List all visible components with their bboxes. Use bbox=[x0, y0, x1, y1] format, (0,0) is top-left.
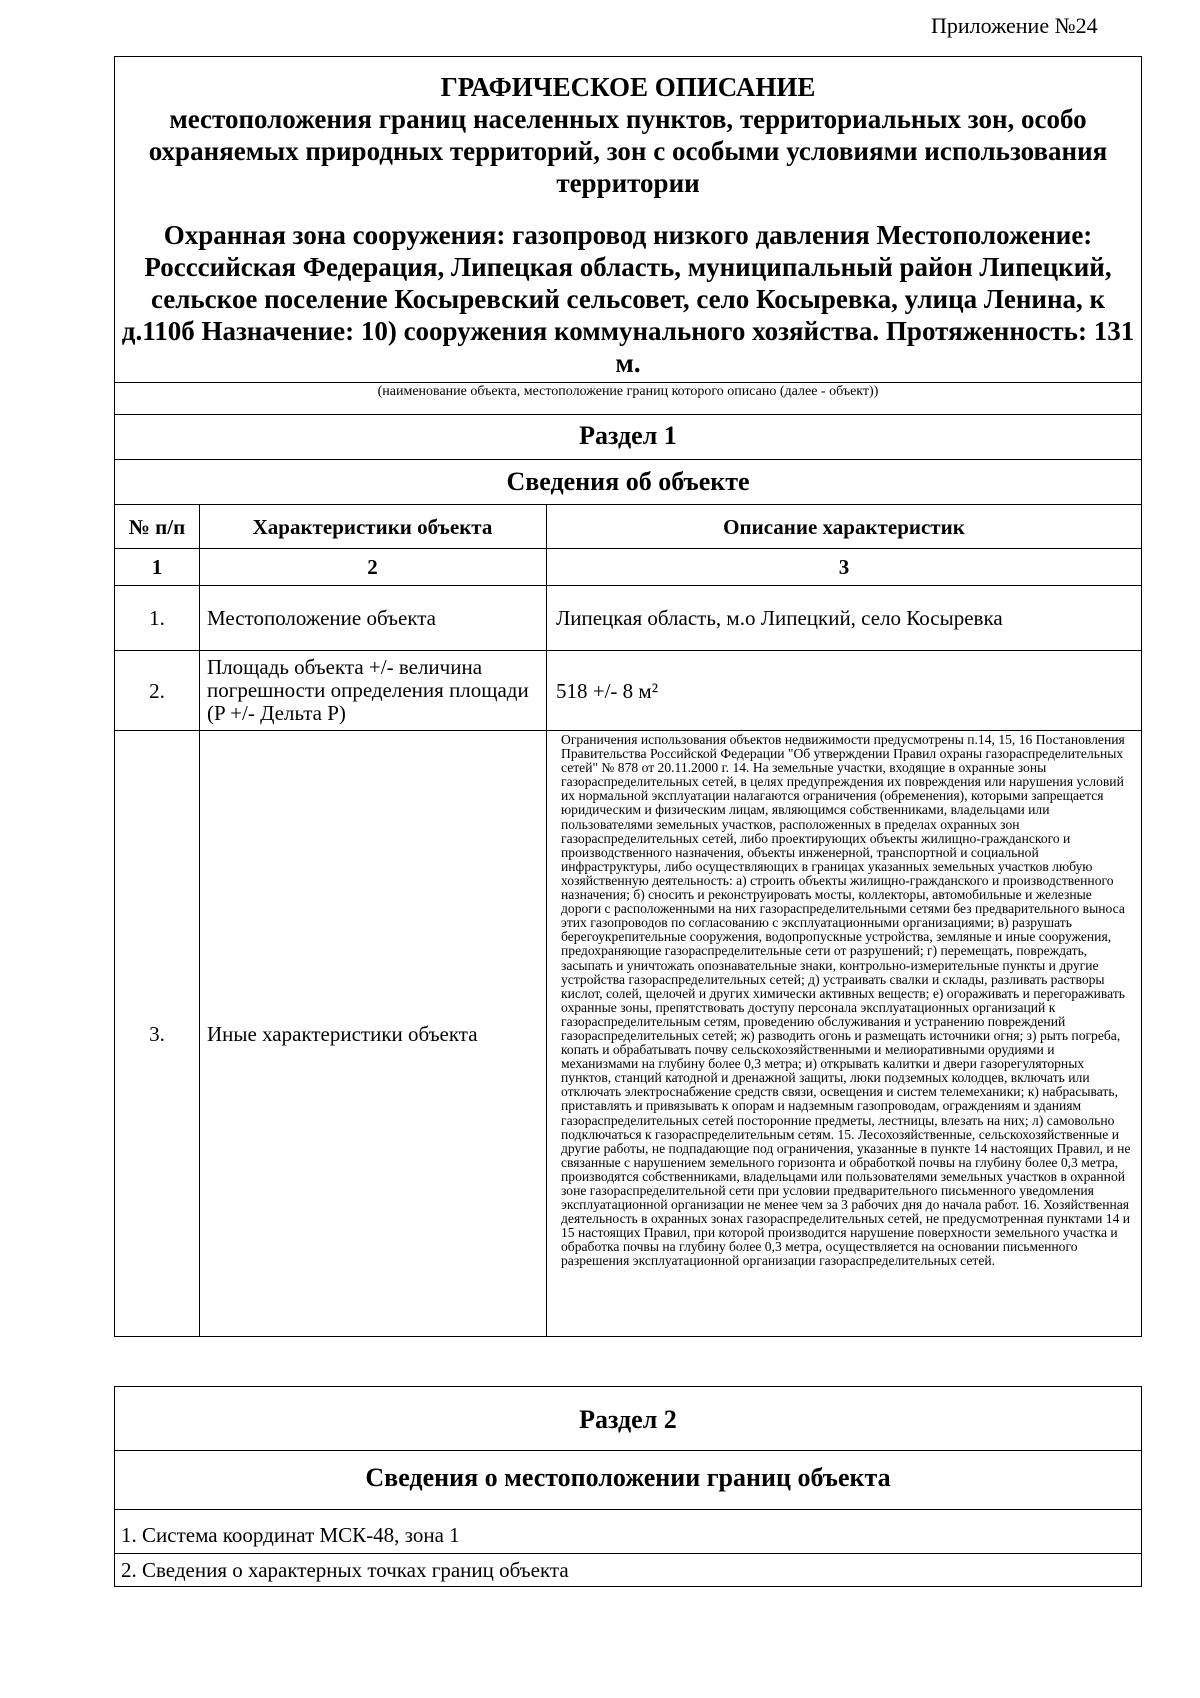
column-number: 2 bbox=[367, 555, 378, 579]
column-header-description: Описание характеристик bbox=[723, 514, 965, 539]
divider bbox=[115, 414, 1141, 415]
section2-title: Раздел 2 bbox=[579, 1405, 677, 1434]
row-value: Липецкая область, м.о Липецкий, село Косыревка bbox=[556, 606, 1003, 630]
divider bbox=[115, 1553, 1141, 1554]
object-name: Охранная зона сооружения: газопровод низкого давления Местоположение: Росссийская Федерация, Липецкая область, муниципальный район Липецкий, сельское поселение Косыревский сельсовет, село Косыревка, улица Ленина, к д.110б Назначение: 10) сооружения коммунального хозяйства. Протяженность: 131 м. bbox=[121, 220, 1135, 378]
column-number: 1 bbox=[151, 555, 163, 579]
row-characteristic: Площадь объекта +/- величина погрешности определения площади (P +/- Дельта P) bbox=[207, 655, 529, 725]
section2-frame bbox=[114, 1386, 1142, 1587]
coordinate-system: 1. Система координат МСК-48, зона 1 bbox=[121, 1523, 460, 1547]
column-header-characteristic: Характеристики объекта bbox=[252, 514, 493, 539]
row-characteristic: Иные характеристики объекта bbox=[207, 1022, 478, 1046]
boundary-points-info: 2. Сведения о характерных точках границ объекта bbox=[121, 1558, 569, 1582]
row-number: 3. bbox=[149, 1022, 165, 1046]
object-caption: (наименование объекта, местоположение границ которого описано (далее - объект)) bbox=[377, 384, 879, 399]
section1-frame bbox=[114, 56, 1142, 1337]
section1-subtitle: Сведения об объекте bbox=[506, 467, 750, 496]
row-value-restrictions: Ограничения использования объектов недвижимости предусмотрены п.14, 15, 16 Постановления Правительства Российской Федерации "Об утверждении Правил охраны газораспределительных сетей" № 878 от 20.11.2000 г. 14. На земельные участки, входящие в охранные зоны газораспределительных сетей, в целях предупреждения их повреждения или нарушения условий их нормальной эксплуатации налагаются ограничения (обременения), которыми запрещается юридическим и физическим лицам, являющимся собственниками, владельцами или пользователями земельных участков, расположенных в пределах охранных зон газораспределительных сетей, либо проектирующих объекты жилищно-гражданского и производственного назначения, объекты инженерной, транспортной и социальной инфраструктуры, либо осуществляющих в границах указанных земельных участков любую хозяйственную деятельность: а) строить объекты жилищно-гражданского и производственного назначения; б) сносить и реконструировать мосты, коллекторы, автомобильные и железные дороги с расположенными на них газораспределительными сетями без предварительного выноса этих газопроводов по согласованию с эксплуатационными организациями; в) разрушать берегоукрепительные сооружения, водопропускные устройства, земляные и иные сооружения, предохраняющие газораспределительные сети от разрушений; г) перемещать, повреждать, засыпать и уничтожать опознавательные знаки, контрольно-измерительные пункты и другие устройства газораспределительных сетей; д) устраивать свалки и склады, разливать растворы кислот, солей, щелочей и других химически активных веществ; е) огораживать и перегораживать охранные зоны, препятствовать доступу персонала эксплуатационных организаций к газораспределительным сетям, проведению обслуживания и устранению повреждений газораспределительных сетей; ж) разводить огонь и размещать источники огня; з) рыть погреба, копать и обрабатывать почву сельскохозяйственными и мелиоративными орудиями и механизмами на глубину более 0,3 метра; и) открывать калитки и двери газорегуляторных пунктов, станций катодной и дренажной защиты, люки подземных колодцев, включать или отключать электроснабжение средств связи, освещения и систем телемеханики; к) набрасывать, приставлять и привязывать к опорам и надземным газопроводам, ограждениям и зданиям газораспределительных сетей посторонние предметы, лестницы, влезать на них; л) самовольно подключаться к газораспределительным сетям. 15. Лесохозяйственные, сельскохозяйственные и другие работы, не подпадающие под ограничения, указанные в пункте 14 настоящих Правил, и не связанные с нарушением земельного горизонта и обработкой почвы на глубину более 0,3 метра, производятся собственниками, владельцами или пользователями земельных участков в охранной зоне газораспределительной сети при условии предварительного письменного уведомления эксплуатационной организации не менее чем за 3 рабочих дня до начала работ. 16. Хозяйственная деятельность в охранных зонах газораспределительных сетей, не предусмотренная пунктами 14 и 15 настоящих Правил, при которой производится нарушение поверхности земельного участка и обработка почвы на глубину более 0,3 метра, осуществляется на основании письменного разрешения эксплуатационной организации газораспределительных сетей. bbox=[561, 732, 1131, 1269]
row-value: 518 +/- 8 м² bbox=[556, 678, 659, 703]
section1-title: Раздел 1 bbox=[579, 421, 677, 450]
appendix-label: Приложение №24 bbox=[931, 13, 1098, 38]
row-number: 1. bbox=[149, 606, 165, 630]
row-number: 2. bbox=[149, 678, 165, 703]
row-characteristic: Местоположение объекта bbox=[207, 606, 437, 630]
document-title: ГРАФИЧЕСКОЕ ОПИСАНИЕ bbox=[440, 72, 816, 102]
divider bbox=[115, 459, 1141, 460]
column-number: 3 bbox=[838, 555, 850, 579]
column-header-num: № п/п bbox=[128, 514, 186, 539]
section2-subtitle: Сведения о местоположении границ объекта bbox=[365, 1463, 891, 1492]
divider bbox=[115, 1450, 1141, 1451]
divider bbox=[115, 1509, 1141, 1510]
document-subtitle: местоположения границ населенных пунктов, территориальных зон, особо охраняемых природных территорий, зон с особыми условиями использования территории bbox=[148, 104, 1108, 198]
